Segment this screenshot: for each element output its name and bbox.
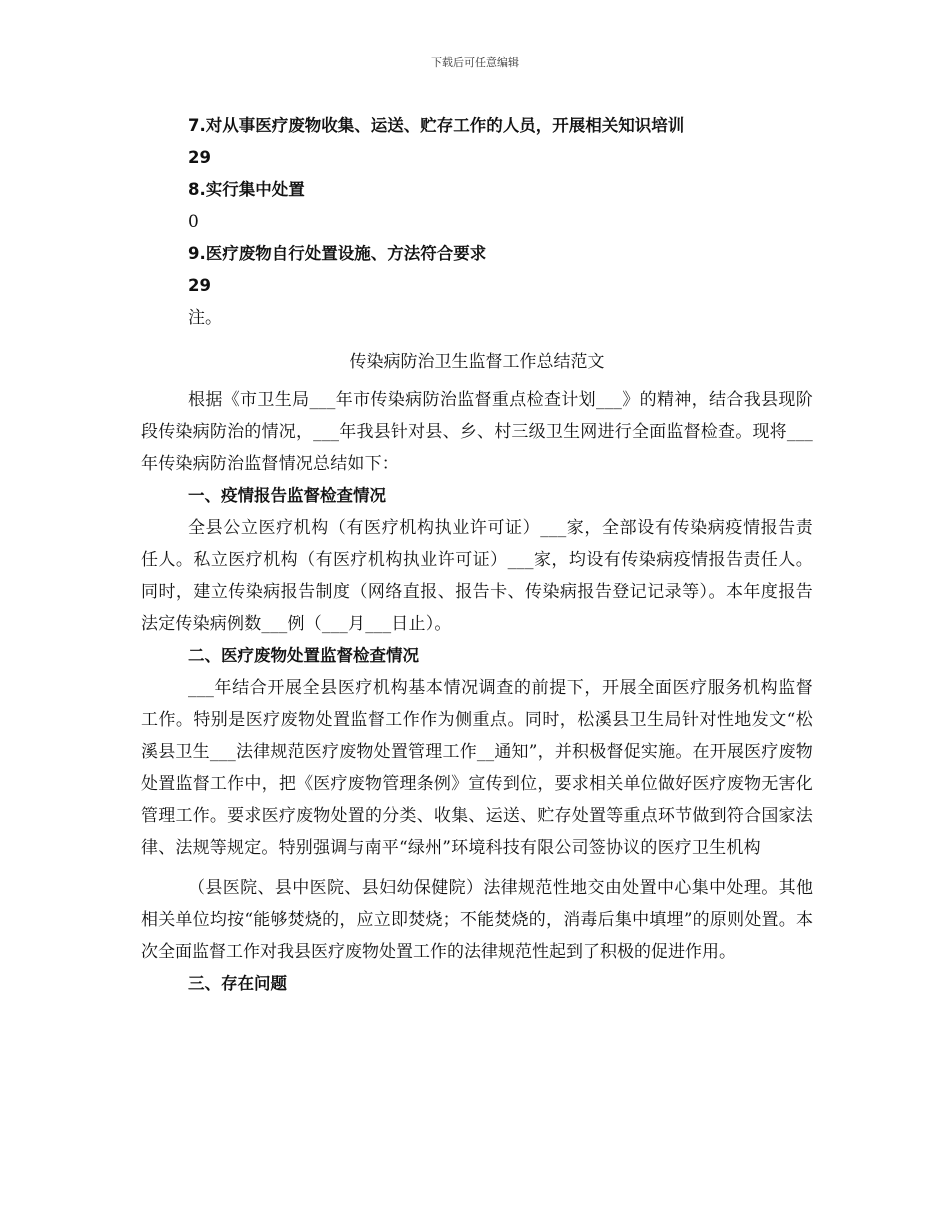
page-header: 下载后可任意编辑 [431,56,519,69]
list-item-9-value: 29 [188,276,211,295]
section-2-body-1: ___年结合开展全县医疗机构基本情况调查的前提下，开展全面医疗服务机构监督工作。特别是医疗废物处置监督工作作为侧重点。同时，松溪县卫生局针对性地发文“松溪县卫生___法律规范医疗废物处置管理工作__通知”，并积极督促实施。在开展医疗废物处置监督工作中，把《医疗废物管理条例》宣传到位，要求相关单位做好医疗废物无害化管理工作。要求医疗废物处置的分类、收集、运送、贮存处置等重点环节做到符合国家法律、法规等规定。特别强调与南平“绿州”环境科技有限公司签协议的医疗卫生机构 [141,678,813,858]
intro-paragraph: 根据《市卫生局___年市传染病防治监督重点检查计划___》的精神，结合我县现阶段传染病防治的情况，___年我县针对县、乡、村三级卫生网进行全面监督检查。现将___年传染病防治监督情况总结如下： [141,390,813,474]
list-item-7-label: 7.对从事医疗废物收集、运送、贮存工作的人员，开展相关知识培训 [188,116,685,135]
list-item-8-label: 8.实行集中处置 [188,180,305,199]
list-item-9-label: 9.医疗废物自行处置设施、方法符合要求 [188,244,487,263]
document-title: 传染病防治卫生监督工作总结范文 [349,352,605,372]
section-1-body: 全县公立医疗机构（有医疗机构执业许可证）___家，全部设有传染病疫情报告责任人。私立医疗机构（有医疗机构执业许可证）___家，均设有传染病疫情报告责任人。同时，建立传染病报告制度（网络直报、报告卡、传染病报告登记记录等）。本年度报告法定传染病例数___例（___月___日止）。 [141,518,813,634]
section-3-heading: 三、存在问题 [188,974,287,993]
section-2-heading: 二、医疗废物处置监督检查情况 [188,646,419,665]
note-text: 注。 [188,308,222,328]
section-2-body-2: （县医院、县中医院、县妇幼保健院）法律规范性地交由处置中心集中处理。其他相关单位均按“能够焚烧的，应立即焚烧；不能焚烧的，消毒后集中填埋”的原则处置。本次全面监督工作对我县医疗废物处置工作的法律规范性起到了积极的促进作用。 [141,878,813,962]
list-item-8-value: 0 [188,212,199,232]
document-body [141,110,813,1000]
list-item-7-value: 29 [188,148,211,167]
section-1-heading: 一、疫情报告监督检查情况 [188,486,386,505]
